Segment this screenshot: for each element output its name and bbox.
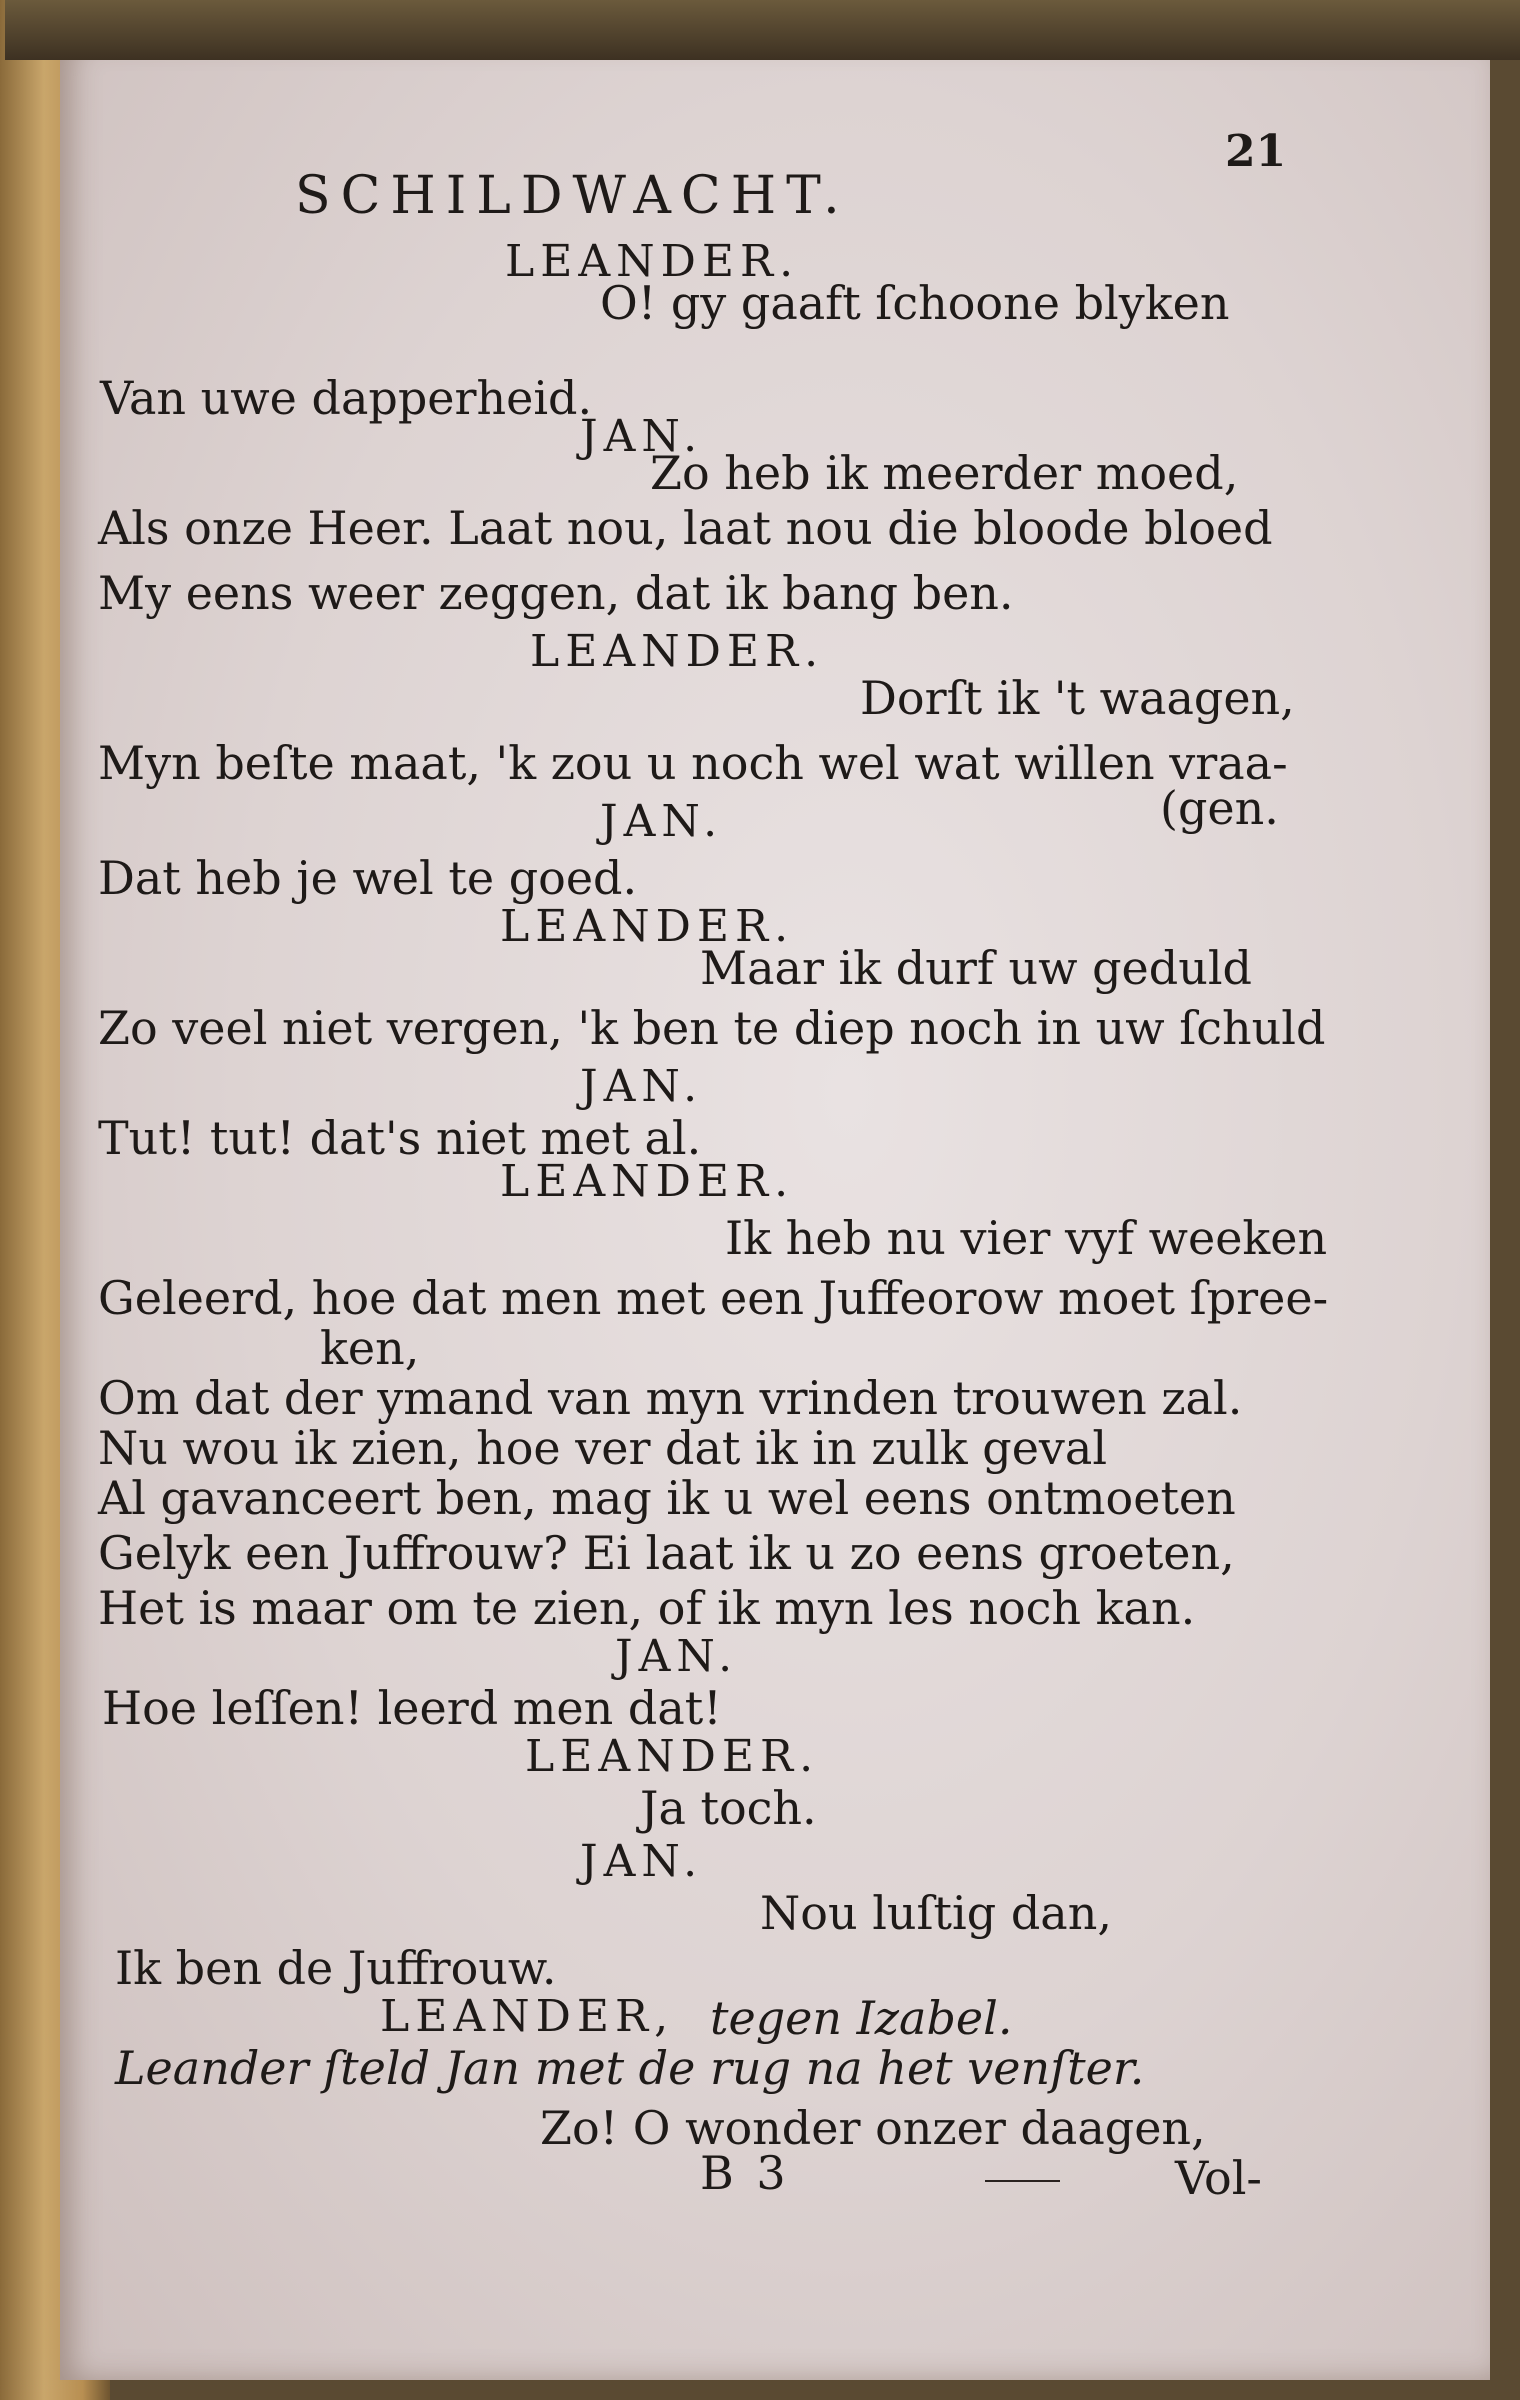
verse-line: Dorſt ik 't waagen, <box>860 671 1295 725</box>
speaker-name: JAN. <box>615 1631 739 1682</box>
verse-line: Zo heb ik meerder moed, <box>650 446 1239 500</box>
verse-line: Geleerd, hoe dat men met een Juffeorow moet ſpree- <box>98 1271 1329 1325</box>
verse-line: Ja toch. <box>640 1781 817 1835</box>
verse-line: Het is maar om te zien, of ik myn les noch kan. <box>98 1581 1196 1635</box>
verse-line: My eens weer zeggen, dat ik bang ben. <box>98 566 1014 620</box>
book-page <box>60 40 1490 2380</box>
verse-line: Tut! tut! dat's niet met al. <box>98 1111 702 1165</box>
verse-line: Zo! O wonder onzer daagen, <box>540 2101 1206 2155</box>
verse-line: Myn beſte maat, 'k zou u noch wel wat willen vraa- <box>98 736 1288 790</box>
verse-line: Ik heb nu vier vyf weeken <box>725 1211 1328 1265</box>
speaker-name: JAN. <box>580 1836 704 1887</box>
speaker-name: LEANDER. <box>500 1156 795 1207</box>
decorative-rule <box>985 2180 1060 2182</box>
verse-line: Maar ik durf uw geduld <box>700 941 1252 995</box>
verse-line: ken, <box>320 1321 420 1375</box>
stage-direction: Leander ſteld Jan met de rug na het venſter. <box>115 2041 1145 2095</box>
page-number: 21 <box>1225 126 1287 177</box>
speaker-name: LEANDER. <box>525 1731 820 1782</box>
speaker-name: LEANDER. <box>530 626 825 677</box>
speaker-name: LEANDER. <box>505 236 800 287</box>
verse-line: O! gy gaaft ſchoone blyken <box>600 276 1230 330</box>
verse-line: Hoe leſſen! leerd men dat! <box>102 1681 722 1735</box>
verse-line: Gelyk een Juffrouw? Ei laat ik u zo eens groeten, <box>98 1526 1235 1580</box>
verse-line: Al gavanceert ben, mag ik u wel eens ontmoeten <box>98 1471 1236 1525</box>
verse-line: Nu wou ik zien, hoe ver dat ik in zulk geval <box>98 1421 1108 1475</box>
running-head: SCHILDWACHT. <box>295 166 850 226</box>
speaker-name: JAN. <box>580 1061 704 1112</box>
speaker-name: LEANDER. <box>500 901 795 952</box>
signature-mark: B 3 <box>700 2146 790 2200</box>
stage-direction: tegen Izabel. <box>710 1991 1013 2045</box>
verse-line: (gen. <box>1160 781 1279 835</box>
verse-line: Nou luſtig dan, <box>760 1886 1112 1940</box>
verse-line: Ik ben de Juffrouw. <box>115 1941 557 1995</box>
verse-line: Om dat der ymand van myn vrinden trouwen zal. <box>98 1371 1243 1425</box>
speaker-name: JAN. <box>600 796 724 847</box>
speaker-name: JAN. <box>580 411 704 462</box>
verse-line: Van uwe dapperheid. <box>100 371 593 425</box>
catchword: Vol- <box>1175 2151 1262 2205</box>
verse-line: Als onze Heer. Laat nou, laat nou die bloode bloed <box>98 501 1273 555</box>
verse-line: Zo veel niet vergen, 'k ben te diep noch in uw ſchuld <box>98 1001 1326 1055</box>
speaker-name: LEANDER, <box>380 1991 675 2042</box>
verse-line: Dat heb je wel te goed. <box>98 851 638 905</box>
